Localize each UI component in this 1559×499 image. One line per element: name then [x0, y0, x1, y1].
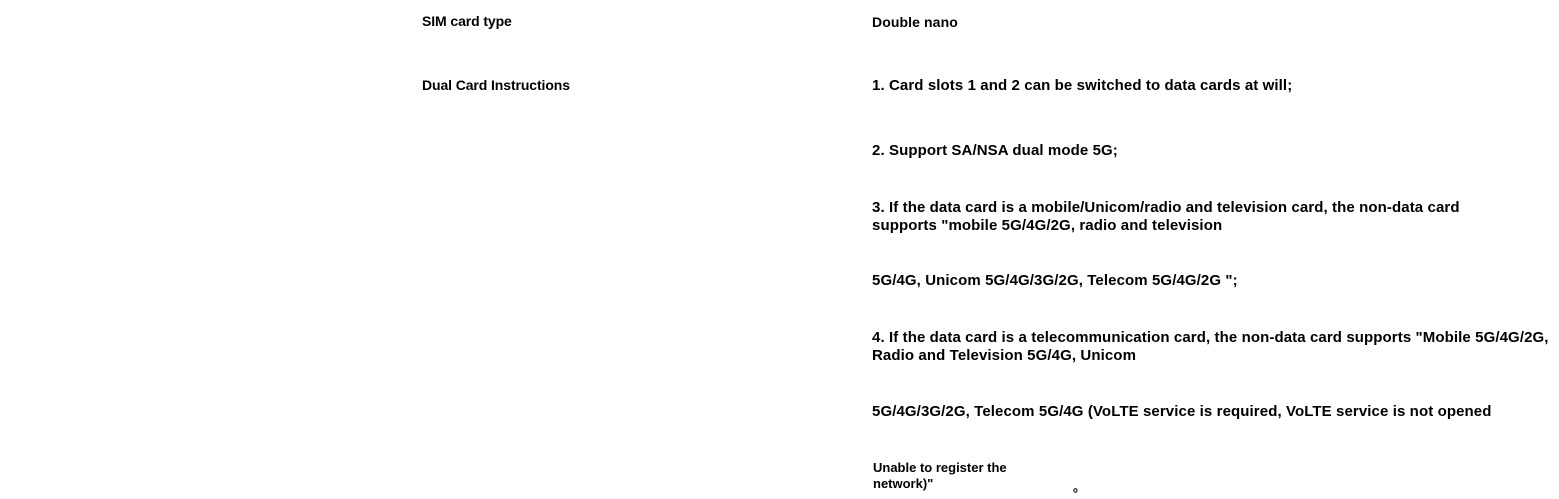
instruction-item-1: 1. Card slots 1 and 2 can be switched to data cards at will; — [872, 77, 1293, 94]
end-mark: 。 — [1073, 479, 1087, 494]
sim-card-type-label: SIM card type — [422, 13, 512, 29]
instruction-item-4-part-1: 4. If the data card is a telecommunication card, the non-data card supports "Mobile 5G/4G/2G, Radio and Television 5G/4G, Unicom — [872, 329, 1549, 364]
instruction-item-3-part-2: 5G/4G, Unicom 5G/4G/3G/2G, Telecom 5G/4G/2G "; — [872, 272, 1238, 289]
sim-card-type-value: Double nano — [872, 14, 958, 30]
instruction-item-2: 2. Support SA/NSA dual mode 5G; — [872, 142, 1118, 159]
instruction-item-4-part-3: Unable to register the network)" — [873, 460, 1007, 491]
instruction-item-3-part-1: 3. If the data card is a mobile/Unicom/radio and television card, the non-data card supports "mobile 5G/4G/2G, radio and television — [872, 199, 1460, 234]
dual-card-instructions-label: Dual Card Instructions — [422, 77, 570, 93]
instruction-item-4-part-2: 5G/4G/3G/2G, Telecom 5G/4G (VoLTE service is required, VoLTE service is not opened — [872, 403, 1492, 420]
